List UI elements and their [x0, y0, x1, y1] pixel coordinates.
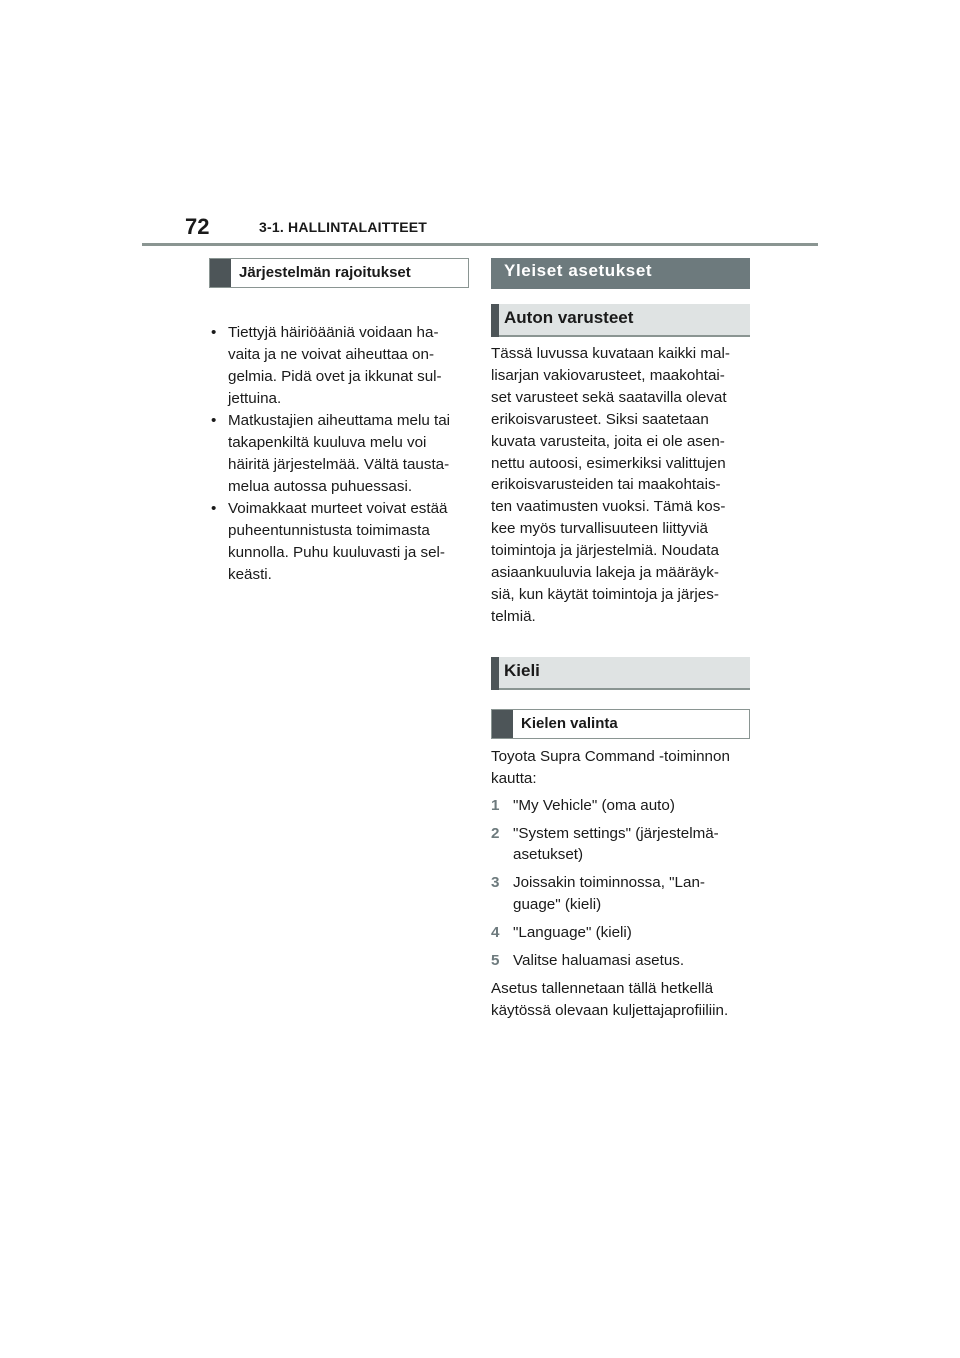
page-number: 72 — [185, 214, 210, 239]
step-text: "Language" (kieli) — [513, 924, 632, 942]
right-column — [491, 258, 750, 1022]
step-item: 3 Joissakin toiminnossa, "Lan- guage" (kieli) — [491, 874, 705, 914]
list-item: • Matkustajien aiheuttama melu tai takapenkiltä kuuluva melu voi häiritä järjestelmää. Vältä tausta- melua autossa puhuessasi. — [209, 410, 469, 498]
heading-marker — [491, 657, 499, 690]
step-item — [491, 922, 750, 944]
language-heading — [491, 657, 750, 690]
heading-marker — [492, 710, 513, 738]
step-text: "My Vehicle" (oma auto) — [513, 796, 675, 814]
steps-list — [491, 795, 750, 972]
vehicle-equipment-label: Auton varusteet — [504, 308, 634, 327]
vehicle-equipment-heading — [491, 304, 750, 337]
limitations-heading — [209, 258, 469, 288]
step-number: 1 — [491, 796, 500, 814]
heading-marker — [491, 304, 499, 337]
step-number: 2 — [491, 824, 500, 842]
general-settings-heading — [491, 258, 750, 289]
section-title: 3-1. HALLINTALAITTEET — [259, 219, 428, 235]
language-selection-heading — [491, 709, 750, 739]
step-item — [491, 950, 750, 972]
language-selection-label: Kielen valinta — [521, 714, 618, 732]
step-item — [491, 795, 750, 817]
outro-text: Asetus tallennetaan tällä hetkellä käytössä olevaan kuljettajaprofiiliin. — [491, 979, 729, 1019]
left-column — [209, 258, 469, 586]
step-text: Valitse haluamasi asetus. — [513, 952, 685, 970]
step-item: 2 "System settings" (järjestelmä- asetukset) — [491, 824, 719, 864]
limitations-heading-label: Järjestelmän rajoitukset — [239, 264, 411, 281]
language-heading-label: Kieli — [504, 660, 540, 680]
heading-marker — [210, 259, 231, 287]
list-item: • Voimakkaat murteet voivat estää puheentunnistusta toimimasta kunnolla. Puhu kuuluvasti ja sel- keästi. — [209, 498, 469, 586]
intro-text: Toyota Supra Command -toiminnon kautta: — [491, 747, 730, 787]
equipment-paragraph: Tässä luvussa kuvataan kaikki mal- lisarjan vakiovarusteet, maakohtai- set varusteet sekä saatavilla olevat erikoisvarusteet. Siksi saatetaan kuvata varusteita, joita ei ole asen- nettu autoosi, esimerkiksi valittujen erikoisvarusteiden tai maakohtais- ten vaatimusten vuoksi. Tämä kos- kee myös turvallisuuteen liittyviä toimintoja ja järjestelmiä. Noudata asiaankuuluvia lakeja ja määräyk- siä, kun käytät toimintoja ja järjes- telmiä. — [491, 345, 730, 625]
step-number: 4 — [491, 924, 500, 942]
step-number: 3 — [491, 874, 500, 892]
header-rule — [142, 243, 818, 246]
limitations-list — [209, 322, 469, 586]
list-item: • Tiettyjä häiriöääniä voidaan ha- vaita ja ne voivat aiheuttaa on- gelmia. Pidä ovet ja ikkunat sul- jettuina. — [209, 322, 465, 410]
step-number: 5 — [491, 952, 500, 970]
general-settings-label: Yleiset asetukset — [504, 261, 653, 280]
